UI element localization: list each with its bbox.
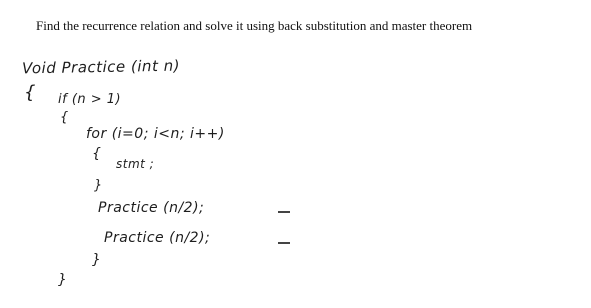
for-loop-header: for (i=0; i<n; i++) [86,126,225,142]
function-open-brace: { [24,82,36,103]
margin-dash-2 [278,242,290,244]
question-text: Find the recurrence relation and solve it using back substitution and master theorem [36,18,473,33]
function-close-brace: } [58,272,67,288]
if-statement: if (n > 1) [58,92,122,107]
for-close-brace: } [94,178,103,193]
loop-statement: stmt ; [116,157,155,171]
recursive-call-2: Practice (n/2); [104,230,211,246]
recursive-call-1: Practice (n/2); [98,200,205,216]
if-close-brace: } [92,252,101,268]
function-signature: Void Practice (int n) [21,56,181,78]
for-open-brace: { [92,146,101,162]
if-open-brace: { [60,110,69,125]
margin-dash-1 [278,211,290,213]
